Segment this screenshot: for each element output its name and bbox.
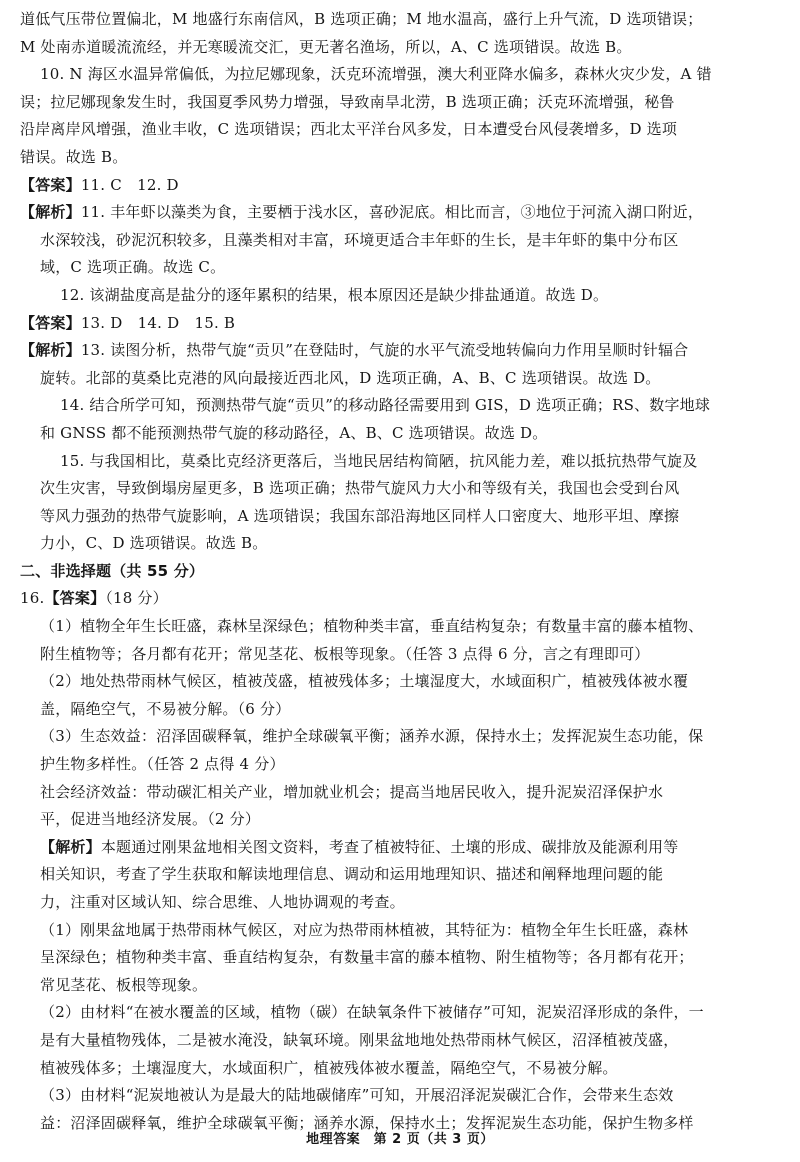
text-line: 力，注重对区域认知、综合思维、人地协调观的考查。 (40, 893, 405, 911)
text-line: 道低气压带位置偏北，M 地盛行东南信风，B 选项正确；M 地水温高，盛行上升气流，D 选项错误； (20, 10, 703, 28)
text-line: 和 GNSS 都不能预测热带气旋的移动路径，A、B、C 选项错误。故选 D。 (40, 423, 548, 442)
text-line: 益：沼泽固碳释氧，维护全球碳氧平衡；涵养水源，保持水土；发挥泥炭生态功能，保护生物多样 (40, 1113, 694, 1132)
text-line: 水深较浅，砂泥沉积较多，且藻类相对丰富，环境更适合丰年虾的生长，是丰年虾的集中分布区 (40, 230, 679, 249)
text-line: （1）刚果盆地属于热带雨林气候区，对应为热带雨林植被，其特征为：植物全年生长旺盛，森林 (40, 920, 689, 939)
analysis-text: 13. 读图分析，热带气旋“贡贝”在登陆时，气旋的水平气流受地转偏向力作用呈顺时针辐合 (80, 341, 689, 360)
answer-tag: 【答案】 (20, 175, 81, 194)
text-line: 呈深绿色；植物种类丰富、垂直结构复杂，有数量丰富的藤本植物、附生植物等；各月都有花开； (40, 948, 694, 967)
analysis-line (20, 337, 782, 365)
analysis-tag: 【解析】 (40, 837, 101, 856)
text-line: 盖，隔绝空气，不易被分解。（6 分） (40, 699, 291, 718)
text-line: 常见茎花、板根等现象。 (40, 975, 208, 994)
answer-line (20, 310, 782, 338)
text-line: 误；拉尼娜现象发生时，我国夏季风势力增强，导致南旱北涝，B 选项正确；沃克环流增强，秘鲁 (20, 92, 675, 111)
text-line: 旋转。北部的莫桑比克港的风向最接近西北风，D 选项正确，A、B、C 选项错误。故选 D。 (40, 368, 661, 387)
text-line: 12. 该湖盐度高是盐分的逐年累积的结果，根本原因还是缺少排盐通道。故选 D。 (60, 285, 609, 304)
text-line: 14. 结合所学可知，预测热带气旋“贡贝”的移动路径需要用到 GIS，D 选项正确；RS、数字地球 (60, 396, 711, 415)
text-line: （2）由材料“在被水覆盖的区域，植物（碳）在缺氧条件下被储存”可知，泥炭沼泽形成的条件，一 (40, 1003, 704, 1022)
analysis-line (20, 199, 782, 227)
text-line: M 处南赤道暖流流经，并无寒暖流交汇，更无著名渔场，所以，A、C 选项错误。故选 B。 (20, 37, 632, 56)
analysis-text: 本题通过刚果盆地相关图文资料，考查了植被特征、土壤的形成、碳排放及能源利用等 (100, 837, 679, 856)
question-answer-line (20, 585, 782, 613)
analysis-line (20, 834, 782, 862)
analysis-tag: 【解析】 (20, 341, 81, 360)
text-line: 护生物多样性。（任答 2 点得 4 分） (40, 755, 285, 774)
text-line: 次生灾害，导致倒塌房屋更多，B 选项正确；热带气旋风力大小和等级有关，我国也会受到台风 (40, 479, 680, 498)
text-line: 力小，C、D 选项错误。故选 B。 (40, 534, 268, 553)
text-line: 附生植物等；各月都有花开；常见茎花、板根等现象。（任答 3 点得 6 分，言之有理即可） (40, 644, 650, 663)
text-line: 等风力强劲的热带气旋影响，A 选项错误；我国东部沿海地区同样人口密度大、地形平坦、摩擦 (40, 506, 680, 525)
text-line: （1）植物全年生长旺盛，森林呈深绿色；植物种类丰富，垂直结构复杂；有数量丰富的藤本植物、 (40, 617, 704, 636)
text-line: 错误。故选 B。 (20, 147, 128, 166)
text-line: （3）由材料“泥炭地被认为是最大的陆地碳储库”可知，开展沼泽泥炭碳汇合作，会带来生态效 (40, 1086, 674, 1105)
answer-values: 13. D 14. D 15. B (80, 313, 236, 332)
text-line: 平，促进当地经济发展。（2 分） (40, 810, 261, 829)
text-line: 15. 与我国相比，莫桑比克经济更落后，当地民居结构简陋，抗风能力差，难以抵抗热带气旋及 (60, 451, 698, 470)
text-line: （2）地处热带雨林气候区，植被茂盛，植被残体多；土壤湿度大，水域面积广，植被残体被水覆 (40, 672, 689, 691)
answer-line (20, 172, 782, 200)
text-line: 10. N 海区水温异常偏低，为拉尼娜现象，沃克环流增强，澳大利亚降水偏多，森林火灾少发，A 错 (40, 65, 712, 84)
section-heading: 二、非选择题（共 55 分） (20, 561, 205, 580)
text-line: 沿岸离岸风增强，渔业丰收，C 选项错误；西北太平洋台风多发，日本遭受台风侵袭增多，D 选项 (20, 120, 678, 139)
text-line: 域，C 选项正确。故选 C。 (40, 258, 226, 277)
answer-tag: 【答案】 (44, 589, 106, 608)
question-number: 16. (20, 589, 45, 608)
text-line: 植被残体多；土壤湿度大，水域面积广，植被残体被水覆盖，隔绝空气，不易被分解。 (40, 1058, 618, 1077)
page-footer: 地理答案 第 2 页（共 3 页） (306, 1132, 494, 1147)
text-line: （3）生态效益：沼泽固碳释氧，维护全球碳氧平衡；涵养水源，保持水土；发挥泥炭生态功能，保 (40, 727, 704, 746)
analysis-text: 11. 丰年虾以藻类为食，主要栖于浅水区，喜砂泥底。相比而言，③地位于河流入湖口附近， (80, 203, 704, 222)
text-line: 社会经济效益：带动碳汇相关产业，增加就业机会；提高当地居民收入，提升泥炭沼泽保护水 (40, 782, 664, 801)
text-line: 相关知识，考查了学生获取和解读地理信息、调动和运用地理知识、描述和阐释地理问题的能 (40, 865, 664, 884)
text-line: 是有大量植物残体，二是被水淹没，缺氧环境。刚果盆地地处热带雨林气候区，沼泽植被茂盛， (40, 1030, 679, 1049)
analysis-tag: 【解析】 (20, 203, 81, 222)
answer-values: 11. C 12. D (80, 175, 179, 194)
score-note: （18 分） (105, 589, 168, 608)
answer-tag: 【答案】 (20, 313, 81, 332)
